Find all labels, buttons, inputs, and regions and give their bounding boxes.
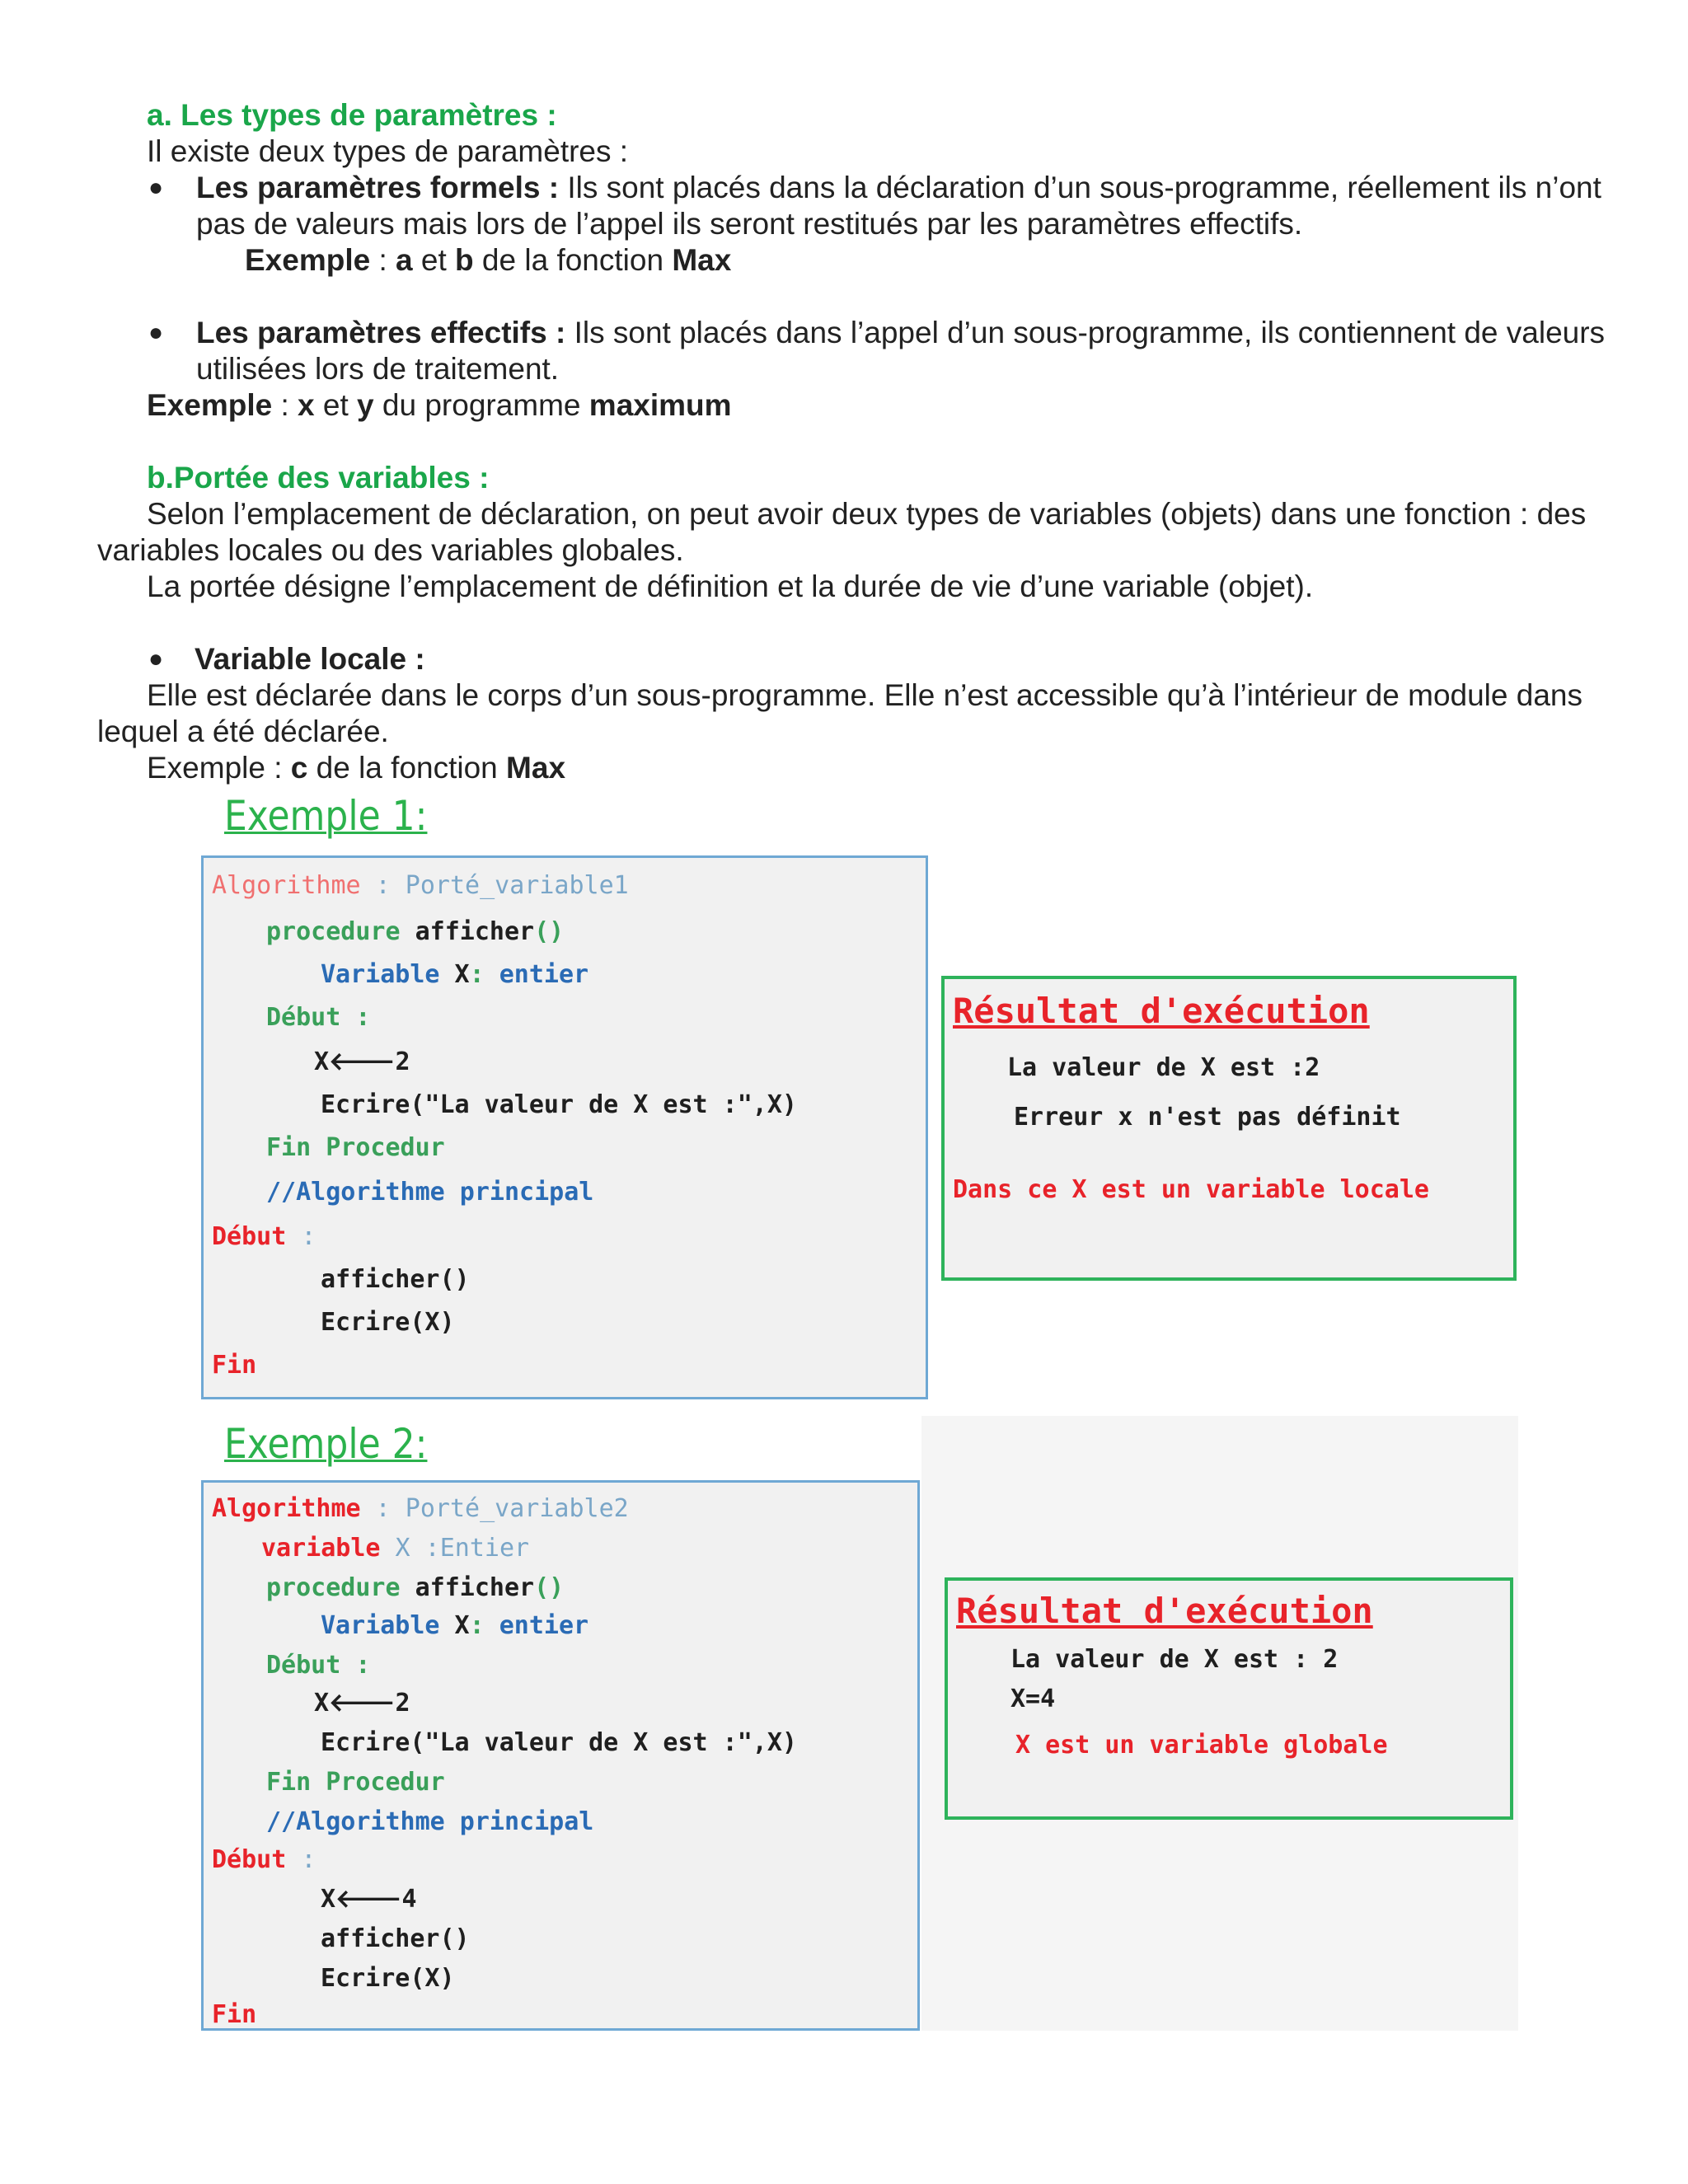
example-prog: maximum [588,388,732,422]
code-ecrire2: Ecrire(X) [321,1964,455,1993]
var-name: X [439,960,470,989]
example-sep: : [272,388,298,422]
var-type: entier [484,960,589,989]
formels-line1 [196,170,1601,206]
code-comment: //Algorithme principal [266,1807,594,1836]
example-x: x [298,388,315,422]
code-fin-proc: Fin Procedur [266,1133,445,1162]
effectifs-text1: Ils sont placés dans l’appel d’un sous-programme, ils contiennent de valeurs [565,316,1606,349]
code-call: afficher() [321,1924,470,1953]
code-proc-line [266,1573,564,1603]
bullet-icon: ● [148,174,164,201]
example-fn: Max [672,243,732,277]
example-et: et [412,243,456,277]
debut-colon: : [286,1222,316,1251]
code-assign-main: X🡐4 [321,1885,417,1914]
code-var-line [321,960,588,990]
var-keyword: Variable [321,960,440,989]
example-et: et [314,388,358,422]
proc-parens: () [534,917,565,946]
code-assign: X🡐2 [314,1047,410,1076]
var-name: X [439,1611,470,1640]
example-b: b [455,243,474,277]
var-colon: : [469,1611,485,1640]
var-type: entier [484,1611,589,1640]
portee-p2: La portée désigne l’emplacement de définition et la durée de vie d’une variable (objet). [147,569,1314,603]
bullet-icon: ● [148,319,164,346]
code-ecrire1: Ecrire("La valeur de X est :",X) [321,1728,797,1757]
locale-line2: lequel a été déclarée. [97,715,389,748]
portee-p1-line2: variables locales ou des variables globales. [97,533,684,567]
algo-name: : Porté_variable1 [360,871,629,900]
code-debut-inner: Début : [266,1651,371,1680]
code-call: afficher() [321,1265,470,1294]
section-a-intro: Il existe deux types de paramètres : [147,134,629,168]
effectifs-term: Les paramètres effectifs : [196,316,566,349]
example-y: y [357,388,374,422]
example-sep: : [370,243,396,277]
code-ecrire1: Ecrire("La valeur de X est :",X) [321,1090,797,1119]
code-ecrire2: Ecrire(X) [321,1308,455,1337]
locale-term: Variable locale : [195,642,425,676]
proc-parens: () [534,1573,565,1602]
global-var-rest: X :Entier [380,1534,530,1563]
example-du: du programme [373,388,589,422]
code-assign: X🡐2 [314,1689,410,1718]
debut-keyword: Début [212,1845,287,1874]
example-prefix: Exemple : [147,751,291,785]
example1-code-box [201,855,928,1399]
example-label: Exemple [245,243,371,277]
code-comment: //Algorithme principal [266,1178,594,1207]
example1-result-box [941,976,1517,1281]
code-var-line [321,1611,588,1641]
var-colon: : [469,960,485,989]
algo-keyword: Algorithme [212,871,361,900]
formels-term: Les paramètres formels : [196,171,560,204]
algo-keyword: Algorithme [212,1494,361,1523]
example2-code-box [201,1480,920,2031]
code-debut-inner: Début : [266,1003,371,1032]
code-fin: Fin [212,2000,257,2029]
formels-text1: Ils sont placés dans la déclaration d’un sous-programme, réellement ils n’ont [559,171,1601,204]
global-var-keyword: variable [261,1534,381,1563]
effectifs-line1 [196,315,1605,351]
proc-name: afficher [400,1573,535,1602]
debut-colon: : [286,1845,316,1874]
result-note: X est un variable globale [1015,1731,1388,1760]
result-title: Résultat d'exécution [956,1591,1373,1631]
example2-title: Exemple 2: [224,1420,428,1468]
locale-example [147,750,565,786]
code-fin: Fin [212,1351,257,1380]
section-b-heading: b.Portée des variables : [147,461,490,494]
example-label: Exemple [147,388,273,422]
result-line2: X=4 [1010,1685,1056,1713]
example-a: a [396,243,413,277]
section-a-heading: a. Les types de paramètres : [147,98,557,132]
formels-example [245,242,731,279]
code-global-var-line [261,1534,529,1563]
proc-name: afficher [400,917,535,946]
code-proc-line [266,917,564,947]
effectifs-example [147,387,732,424]
result-title: Résultat d'exécution [953,991,1370,1031]
code-debut-main [212,1222,316,1252]
proc-keyword: procedure [266,1573,401,1602]
var-keyword: Variable [321,1611,440,1640]
result-line1: La valeur de X est : 2 [1010,1645,1339,1674]
formels-line2: pas de valeurs mais lors de l’appel ils seront restitués par les paramètres effectifs. [196,207,1303,241]
locale-line1: Elle est déclarée dans le corps d’un sous-programme. Elle n’est accessible qu’à l’intérieur de module dans [147,678,1582,712]
example-c: c [290,751,308,785]
example2-result-box [945,1577,1513,1820]
result-line2: Erreur x n'est pas définit [1014,1103,1401,1132]
proc-keyword: procedure [266,917,401,946]
result-line1: La valeur de X est :2 [1007,1053,1320,1082]
code-algo-line [212,871,629,901]
portee-p1-line1: Selon l’emplacement de déclaration, on peut avoir deux types de variables (objets) dans une fonction : des [147,497,1587,531]
code-fin-proc: Fin Procedur [266,1768,445,1797]
bullet-icon: ● [148,645,164,673]
algo-name: : Porté_variable2 [360,1494,629,1523]
result-note: Dans ce X est un variable locale [953,1175,1429,1204]
example-de: de la fonction [473,243,673,277]
code-debut-main [212,1845,316,1875]
example-fn: Max [506,751,566,785]
example1-title: Exemple 1: [224,792,428,840]
example-mid: de la fonction [307,751,507,785]
code-algo-line [212,1494,629,1524]
debut-keyword: Début [212,1222,287,1251]
effectifs-line2: utilisées lors de traitement. [196,352,560,386]
